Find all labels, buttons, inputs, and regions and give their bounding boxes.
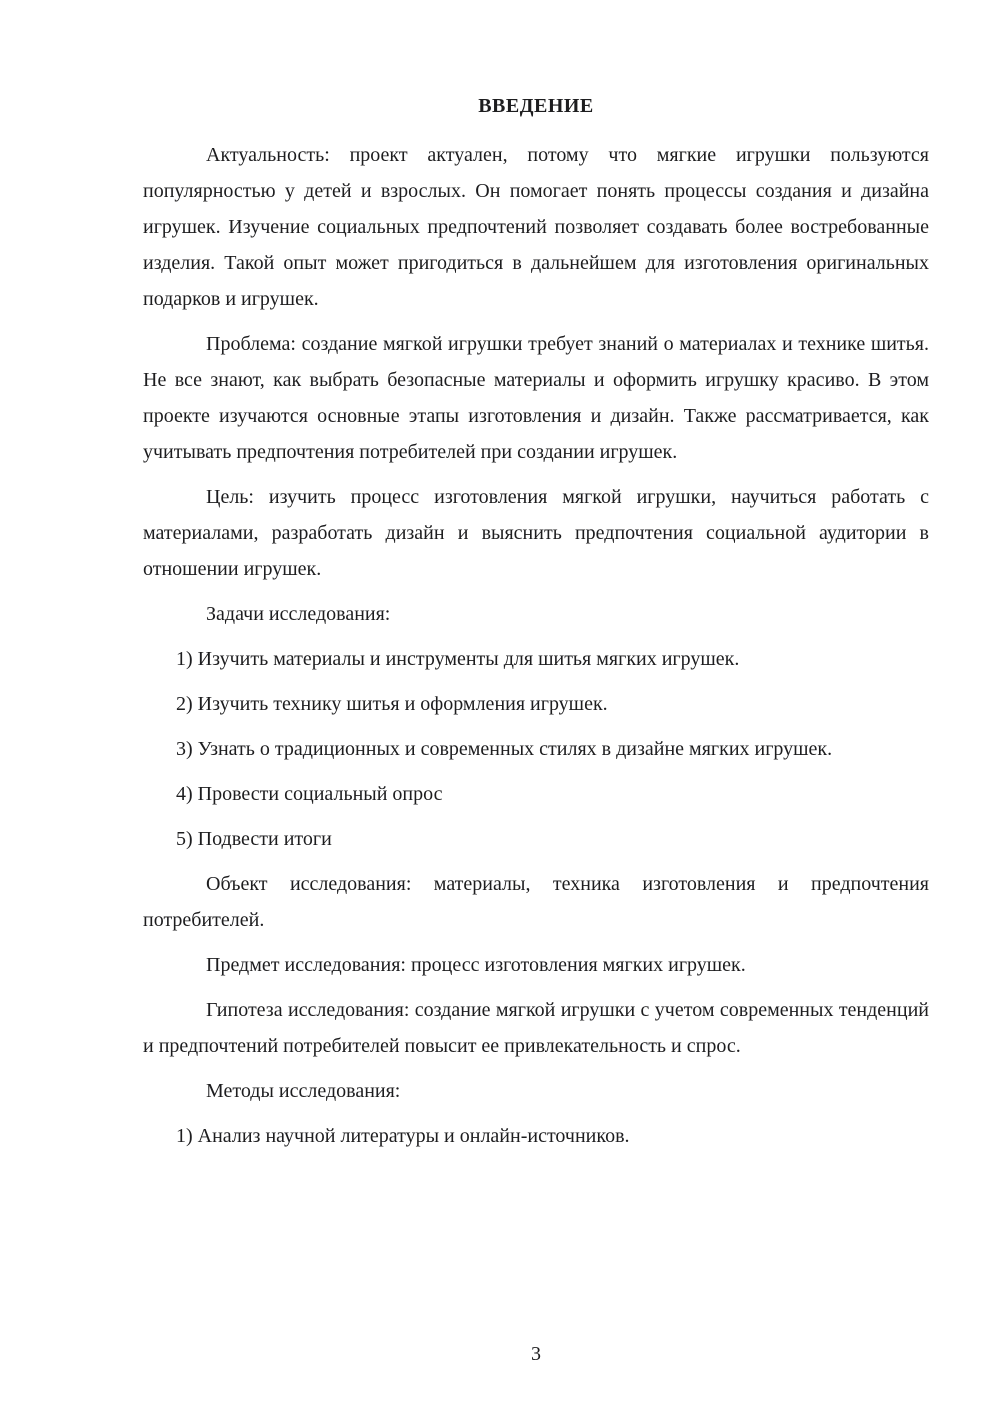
list-item-task-1: 1) Изучить материалы и инструменты для шитья мягких игрушек. [176,648,740,670]
paragraph-object: Объект исследования: материалы, техника изготовления и предпочтения потребителей. [143,873,929,931]
page-title: ВВЕДЕНИЕ [478,95,594,117]
list-item-task-4: 4) Провести социальный опрос [176,783,443,805]
paragraph-problem: Проблема: создание мягкой игрушки требует знаний о материалах и технике шитья. Не все знают, как выбрать безопасные материалы и оформить игрушку красиво. В этом проекте изучаются основные этапы изготовления и дизайн. Также рассматривается, как учитывать предпочтения потребителей при создании игрушек. [143,333,929,463]
list-item-task-3: 3) Узнать о традиционных и современных стилях в дизайне мягких игрушек. [176,738,833,760]
paragraph-goal: Цель: изучить процесс изготовления мягкой игрушки, научиться работать с материалами, разработать дизайн и выяснить предпочтения социальной аудитории в отношении игрушек. [143,486,929,580]
list-item-task-2: 2) Изучить технику шитья и оформления игрушек. [176,693,608,715]
list-item-method-1: 1) Анализ научной литературы и онлайн-источников. [176,1125,630,1147]
paragraph-subject: Предмет исследования: процесс изготовления мягких игрушек. [206,954,746,976]
list-item-task-5: 5) Подвести итоги [176,828,332,850]
paragraph-relevance: Актуальность: проект актуален, потому что мягкие игрушки пользуются популярностью у детей и взрослых. Он помогает понять процессы создания и дизайна игрушек. Изучение социальных предпочтений позволяет создавать более востребованные изделия. Такой опыт может пригодиться в дальнейшем для изготовления оригинальных подарков и игрушек. [143,144,929,310]
paragraph-hypothesis: Гипотеза исследования: создание мягкой игрушки с учетом современных тенденций и предпочтений потребителей повысит ее привлекательность и спрос. [143,999,929,1057]
page-number: 3 [531,1343,541,1365]
paragraph-methods-heading: Методы исследования: [206,1080,401,1102]
paragraph-tasks-heading: Задачи исследования: [206,603,391,625]
